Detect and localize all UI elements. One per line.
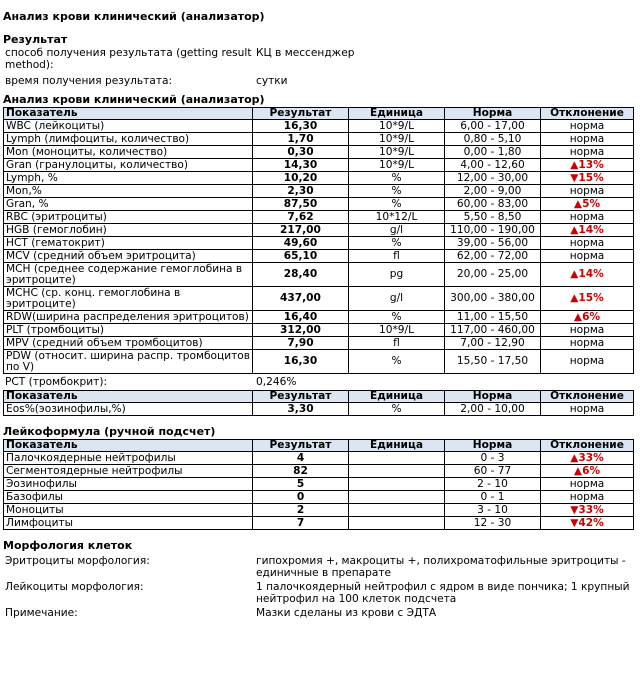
- table-row: [4, 263, 634, 287]
- table-row: [4, 504, 634, 517]
- unit-cell: 10*9/L: [349, 133, 445, 146]
- result-cell: 65,10: [253, 250, 349, 263]
- unit-cell: %: [349, 172, 445, 185]
- leuko-heading: Лейкоформула (ручной подсчет): [3, 425, 216, 438]
- table-row: [4, 478, 634, 491]
- deviation-cell: норма: [541, 120, 634, 133]
- unit-cell: 10*9/L: [349, 146, 445, 159]
- result-time-label: время получения результата:: [5, 75, 173, 87]
- indicator-cell: MCH (среднее содержание гемоглобина в эритроците): [4, 263, 253, 287]
- eos-table: [3, 390, 634, 416]
- deviation-cell: норма: [541, 337, 634, 350]
- table-row: [4, 491, 634, 504]
- result-cell: 7,62: [253, 211, 349, 224]
- deviation-cell: ▼42%: [541, 517, 634, 530]
- unit-cell: pg: [349, 263, 445, 287]
- norm-cell: 60 - 77: [445, 465, 541, 478]
- unit-cell: fl: [349, 337, 445, 350]
- result-cell: 28,40: [253, 263, 349, 287]
- table-row: [4, 159, 634, 172]
- deviation-cell: норма: [541, 403, 634, 416]
- unit-cell: 10*9/L: [349, 324, 445, 337]
- column-header: Результат: [253, 440, 349, 452]
- pct-label: PCT (тромбокрит):: [5, 376, 108, 388]
- unit-cell: [349, 517, 445, 530]
- indicator-cell: WBC (лейкоциты): [4, 120, 253, 133]
- norm-cell: 62,00 - 72,00: [445, 250, 541, 263]
- norm-cell: 15,50 - 17,50: [445, 350, 541, 374]
- table-row: [4, 311, 634, 324]
- unit-cell: %: [349, 198, 445, 211]
- unit-cell: 10*9/L: [349, 159, 445, 172]
- result-cell: 49,60: [253, 237, 349, 250]
- result-cell: 16,30: [253, 350, 349, 374]
- result-method-row: [3, 47, 633, 73]
- table-row: [4, 250, 634, 263]
- norm-cell: 0,80 - 5,10: [445, 133, 541, 146]
- indicator-cell: HCT (гематокрит): [4, 237, 253, 250]
- column-header: Норма: [445, 108, 541, 120]
- column-header: Единица: [349, 391, 445, 403]
- table-row: [4, 403, 634, 416]
- indicator-cell: Эозинофилы: [4, 478, 253, 491]
- deviation-cell: норма: [541, 478, 634, 491]
- table-row: [4, 146, 634, 159]
- norm-cell: 0 - 3: [445, 452, 541, 465]
- table-row: [4, 120, 634, 133]
- result-cell: 3,30: [253, 403, 349, 416]
- deviation-cell: ▲5%: [541, 198, 634, 211]
- indicator-cell: Eos%(эозинофилы,%): [4, 403, 253, 416]
- deviation-cell: норма: [541, 133, 634, 146]
- morph-note-row: [3, 607, 633, 621]
- norm-cell: 110,00 - 190,00: [445, 224, 541, 237]
- deviation-cell: норма: [541, 185, 634, 198]
- indicator-cell: MPV (средний объем тромбоцитов): [4, 337, 253, 350]
- table-header-row: [4, 108, 634, 120]
- deviation-cell: ▲14%: [541, 263, 634, 287]
- norm-cell: 2,00 - 10,00: [445, 403, 541, 416]
- deviation-cell: ▲13%: [541, 159, 634, 172]
- unit-cell: g/l: [349, 287, 445, 311]
- result-cell: 1,70: [253, 133, 349, 146]
- morph-leuko-row: [3, 581, 633, 607]
- indicator-cell: HGB (гемоглобин): [4, 224, 253, 237]
- norm-cell: 39,00 - 56,00: [445, 237, 541, 250]
- norm-cell: 11,00 - 15,50: [445, 311, 541, 324]
- table-row: [4, 211, 634, 224]
- indicator-cell: Сегментоядерные нейтрофилы: [4, 465, 253, 478]
- column-header: Показатель: [4, 391, 253, 403]
- result-cell: 10,20: [253, 172, 349, 185]
- deviation-cell: норма: [541, 211, 634, 224]
- column-header: Результат: [253, 108, 349, 120]
- norm-cell: 6,00 - 17,00: [445, 120, 541, 133]
- indicator-cell: PLT (тромбоциты): [4, 324, 253, 337]
- table-row: [4, 172, 634, 185]
- result-cell: 437,00: [253, 287, 349, 311]
- table-row: [4, 185, 634, 198]
- column-header: Отклонение: [541, 391, 634, 403]
- column-header: Норма: [445, 440, 541, 452]
- result-cell: 0: [253, 491, 349, 504]
- unit-cell: 10*9/L: [349, 120, 445, 133]
- result-cell: 0,30: [253, 146, 349, 159]
- indicator-cell: MCV (средний объем эритроцита): [4, 250, 253, 263]
- deviation-cell: ▼15%: [541, 172, 634, 185]
- indicator-cell: Моноциты: [4, 504, 253, 517]
- indicator-cell: Палочкоядерные нейтрофилы: [4, 452, 253, 465]
- indicator-cell: MCHC (ср. конц. гемоглобина в эритроците): [4, 287, 253, 311]
- result-cell: 7,90: [253, 337, 349, 350]
- unit-cell: g/l: [349, 224, 445, 237]
- result-cell: 312,00: [253, 324, 349, 337]
- pct-row: [3, 374, 633, 390]
- table-row: [4, 452, 634, 465]
- result-cell: 7: [253, 517, 349, 530]
- deviation-cell: ▲33%: [541, 452, 634, 465]
- analysis-heading: Анализ крови клинический (анализатор): [3, 93, 265, 106]
- result-cell: 87,50: [253, 198, 349, 211]
- norm-cell: 300,00 - 380,00: [445, 287, 541, 311]
- indicator-cell: Gran, %: [4, 198, 253, 211]
- table-row: [4, 133, 634, 146]
- norm-cell: 117,00 - 460,00: [445, 324, 541, 337]
- column-header: Отклонение: [541, 108, 634, 120]
- table-header-row: [4, 391, 634, 403]
- morph-erythro-value: гипохромия +, макроциты +, полихроматофильные эритроциты - единичные в препарате: [256, 555, 626, 579]
- morph-erythro-row: [3, 555, 633, 581]
- column-header: Норма: [445, 391, 541, 403]
- indicator-cell: RBC (эритроциты): [4, 211, 253, 224]
- unit-cell: %: [349, 350, 445, 374]
- pct-value: 0,246%: [256, 376, 297, 388]
- indicator-cell: Лимфоциты: [4, 517, 253, 530]
- table-header-row: [4, 440, 634, 452]
- norm-cell: 2 - 10: [445, 478, 541, 491]
- indicator-cell: Базофилы: [4, 491, 253, 504]
- column-header: Показатель: [4, 108, 253, 120]
- deviation-cell: норма: [541, 250, 634, 263]
- morph-note-value: Мазки сделаны из крови с ЭДТА: [256, 607, 437, 619]
- norm-cell: 7,00 - 12,90: [445, 337, 541, 350]
- table-row: [4, 517, 634, 530]
- morph-erythro-label: Эритроциты морфология:: [5, 555, 150, 567]
- result-cell: 16,30: [253, 120, 349, 133]
- table-row: [4, 198, 634, 211]
- norm-cell: 12 - 30: [445, 517, 541, 530]
- unit-cell: [349, 452, 445, 465]
- indicator-cell: Mon,%: [4, 185, 253, 198]
- deviation-cell: ▲6%: [541, 465, 634, 478]
- column-header: Единица: [349, 440, 445, 452]
- result-method-label: способ получения результата (getting result method):: [5, 47, 252, 71]
- result-method-value: КЦ в мессенджер: [256, 47, 355, 59]
- result-time-row: [3, 73, 633, 89]
- result-cell: 217,00: [253, 224, 349, 237]
- norm-cell: 60,00 - 83,00: [445, 198, 541, 211]
- norm-cell: 0 - 1: [445, 491, 541, 504]
- report-page: [3, 10, 633, 621]
- norm-cell: 0,00 - 1,80: [445, 146, 541, 159]
- indicator-cell: Mon (моноциты, количество): [4, 146, 253, 159]
- leuko-table: [3, 439, 634, 530]
- unit-cell: %: [349, 403, 445, 416]
- deviation-cell: норма: [541, 324, 634, 337]
- unit-cell: %: [349, 311, 445, 324]
- deviation-cell: ▲14%: [541, 224, 634, 237]
- norm-cell: 4,00 - 12,60: [445, 159, 541, 172]
- column-header: Отклонение: [541, 440, 634, 452]
- table-row: [4, 465, 634, 478]
- morph-heading: Морфология клеток: [3, 539, 133, 552]
- unit-cell: [349, 465, 445, 478]
- result-cell: 5: [253, 478, 349, 491]
- unit-cell: 10*12/L: [349, 211, 445, 224]
- indicator-cell: Lymph (лимфоциты, количество): [4, 133, 253, 146]
- unit-cell: [349, 504, 445, 517]
- unit-cell: %: [349, 237, 445, 250]
- unit-cell: %: [349, 185, 445, 198]
- morph-note-label: Примечание:: [5, 607, 78, 619]
- unit-cell: [349, 491, 445, 504]
- morph-leuko-value: 1 палочкоядерный нейтрофил с ядром в виде пончика; 1 крупный нейтрофил на 100 клеток подсчета: [256, 581, 630, 605]
- table-row: [4, 287, 634, 311]
- deviation-cell: ▼33%: [541, 504, 634, 517]
- result-heading: Результат: [3, 33, 68, 46]
- table-row: [4, 237, 634, 250]
- column-header: Результат: [253, 391, 349, 403]
- norm-cell: 3 - 10: [445, 504, 541, 517]
- column-header: Единица: [349, 108, 445, 120]
- indicator-cell: RDW(ширина распределения эритроцитов): [4, 311, 253, 324]
- deviation-cell: норма: [541, 491, 634, 504]
- table-row: [4, 337, 634, 350]
- result-cell: 14,30: [253, 159, 349, 172]
- indicator-cell: Lymph, %: [4, 172, 253, 185]
- result-time-value: сутки: [256, 75, 288, 87]
- unit-cell: fl: [349, 250, 445, 263]
- indicator-cell: Gran (гранулоциты, количество): [4, 159, 253, 172]
- analysis-table: [3, 107, 634, 374]
- result-cell: 2: [253, 504, 349, 517]
- table-row: [4, 224, 634, 237]
- result-cell: 4: [253, 452, 349, 465]
- result-cell: 16,40: [253, 311, 349, 324]
- deviation-cell: ▲6%: [541, 311, 634, 324]
- page-title: Анализ крови клинический (анализатор): [3, 10, 265, 23]
- unit-cell: [349, 478, 445, 491]
- morph-leuko-label: Лейкоциты морфология:: [5, 581, 144, 593]
- table-row: [4, 324, 634, 337]
- deviation-cell: норма: [541, 237, 634, 250]
- norm-cell: 5,50 - 8,50: [445, 211, 541, 224]
- deviation-cell: ▲15%: [541, 287, 634, 311]
- column-header: Показатель: [4, 440, 253, 452]
- deviation-cell: норма: [541, 350, 634, 374]
- norm-cell: 20,00 - 25,00: [445, 263, 541, 287]
- result-cell: 82: [253, 465, 349, 478]
- indicator-cell: PDW (относит. ширина распр. тромбоцитов по V): [4, 350, 253, 374]
- norm-cell: 12,00 - 30,00: [445, 172, 541, 185]
- result-cell: 2,30: [253, 185, 349, 198]
- norm-cell: 2,00 - 9,00: [445, 185, 541, 198]
- deviation-cell: норма: [541, 146, 634, 159]
- table-row: [4, 350, 634, 374]
